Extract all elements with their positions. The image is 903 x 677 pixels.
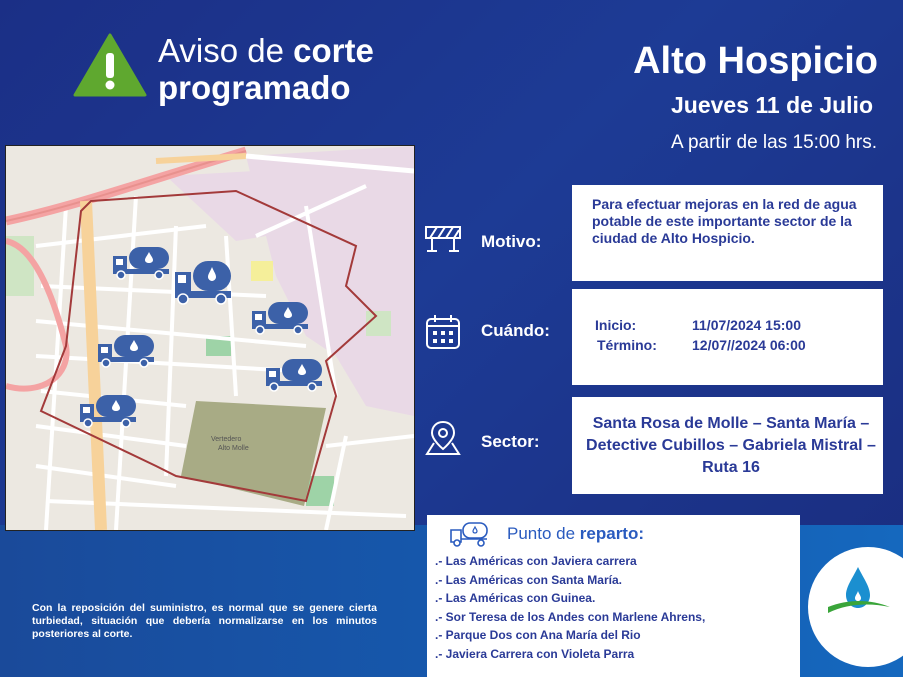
footnote: Con la reposición del suministro, es normal que se genere cierta turbiedad, situación que debería normalizarse en los minutos posteriores al corte. <box>32 602 377 640</box>
termino-value: 12/07//2024 06:00 <box>692 337 806 353</box>
city-title: Alto Hospicio <box>633 40 878 82</box>
motivo-text: Para efectuar mejoras en la red de agua potable de este importante sector de la ciudad de Alto Hospicio. <box>592 196 857 246</box>
sector-card <box>572 397 883 494</box>
water-truck-icon <box>78 392 138 428</box>
time-text: A partir de las 15:00 hrs. <box>671 132 877 153</box>
list-item: .- Javiera Carrera con Violeta Parra <box>435 646 635 661</box>
title-part2: corte <box>293 32 374 69</box>
water-truck-icon <box>264 356 324 392</box>
termino-label: Término: <box>597 337 657 353</box>
motivo-card <box>572 185 883 281</box>
company-logo-icon <box>808 547 903 667</box>
svg-text:Vertedero: Vertedero <box>211 436 242 443</box>
warning-icon <box>73 33 147 97</box>
barrier-icon <box>424 219 462 257</box>
cuando-label: Cuándo: <box>481 321 550 340</box>
reparto-title-part1: Punto de <box>507 524 580 543</box>
inicio-value: 11/07/2024 15:00 <box>692 317 801 333</box>
reparto-title-part2: reparto: <box>579 524 645 543</box>
motivo-label: Motivo: <box>481 232 542 251</box>
calendar-icon <box>424 313 462 351</box>
list-item: .- Las Américas con Santa María. <box>435 572 622 587</box>
water-truck-icon <box>250 299 310 335</box>
water-truck-icon <box>111 244 171 280</box>
title-part1: Aviso de <box>158 32 294 69</box>
company-logo <box>808 547 903 667</box>
page-title-line2: programado <box>158 69 351 106</box>
map-drawing <box>6 146 414 530</box>
sector-text: Santa Rosa de Molle – Santa María – Detective Cubillos – Gabriela Mistral – Ruta 16 <box>586 415 876 476</box>
cuando-card <box>572 289 883 385</box>
date-text: Jueves 11 de Julio <box>670 92 873 118</box>
water-truck-icon <box>173 258 233 306</box>
reparto-panel <box>427 515 800 677</box>
list-item: .- Sor Teresa de los Andes con Marlene Ahrens, <box>435 609 706 624</box>
inicio-label: Inicio: <box>595 317 637 333</box>
reparto-list <box>435 552 705 663</box>
list-item: .- Las Américas con Guinea. <box>435 591 596 605</box>
reparto-title <box>507 524 644 544</box>
page-title <box>158 33 374 69</box>
svg-text:Alto Molle: Alto Molle <box>218 445 249 452</box>
water-truck-icon <box>96 332 156 368</box>
sector-map <box>5 145 415 531</box>
list-item: .- Parque Dos con Ana María del Rio <box>435 628 641 642</box>
list-item: .- Las Américas con Javiera carrera <box>435 554 637 568</box>
location-pin-icon <box>424 419 462 457</box>
water-truck-icon <box>449 521 489 547</box>
sector-label: Sector: <box>481 432 540 451</box>
